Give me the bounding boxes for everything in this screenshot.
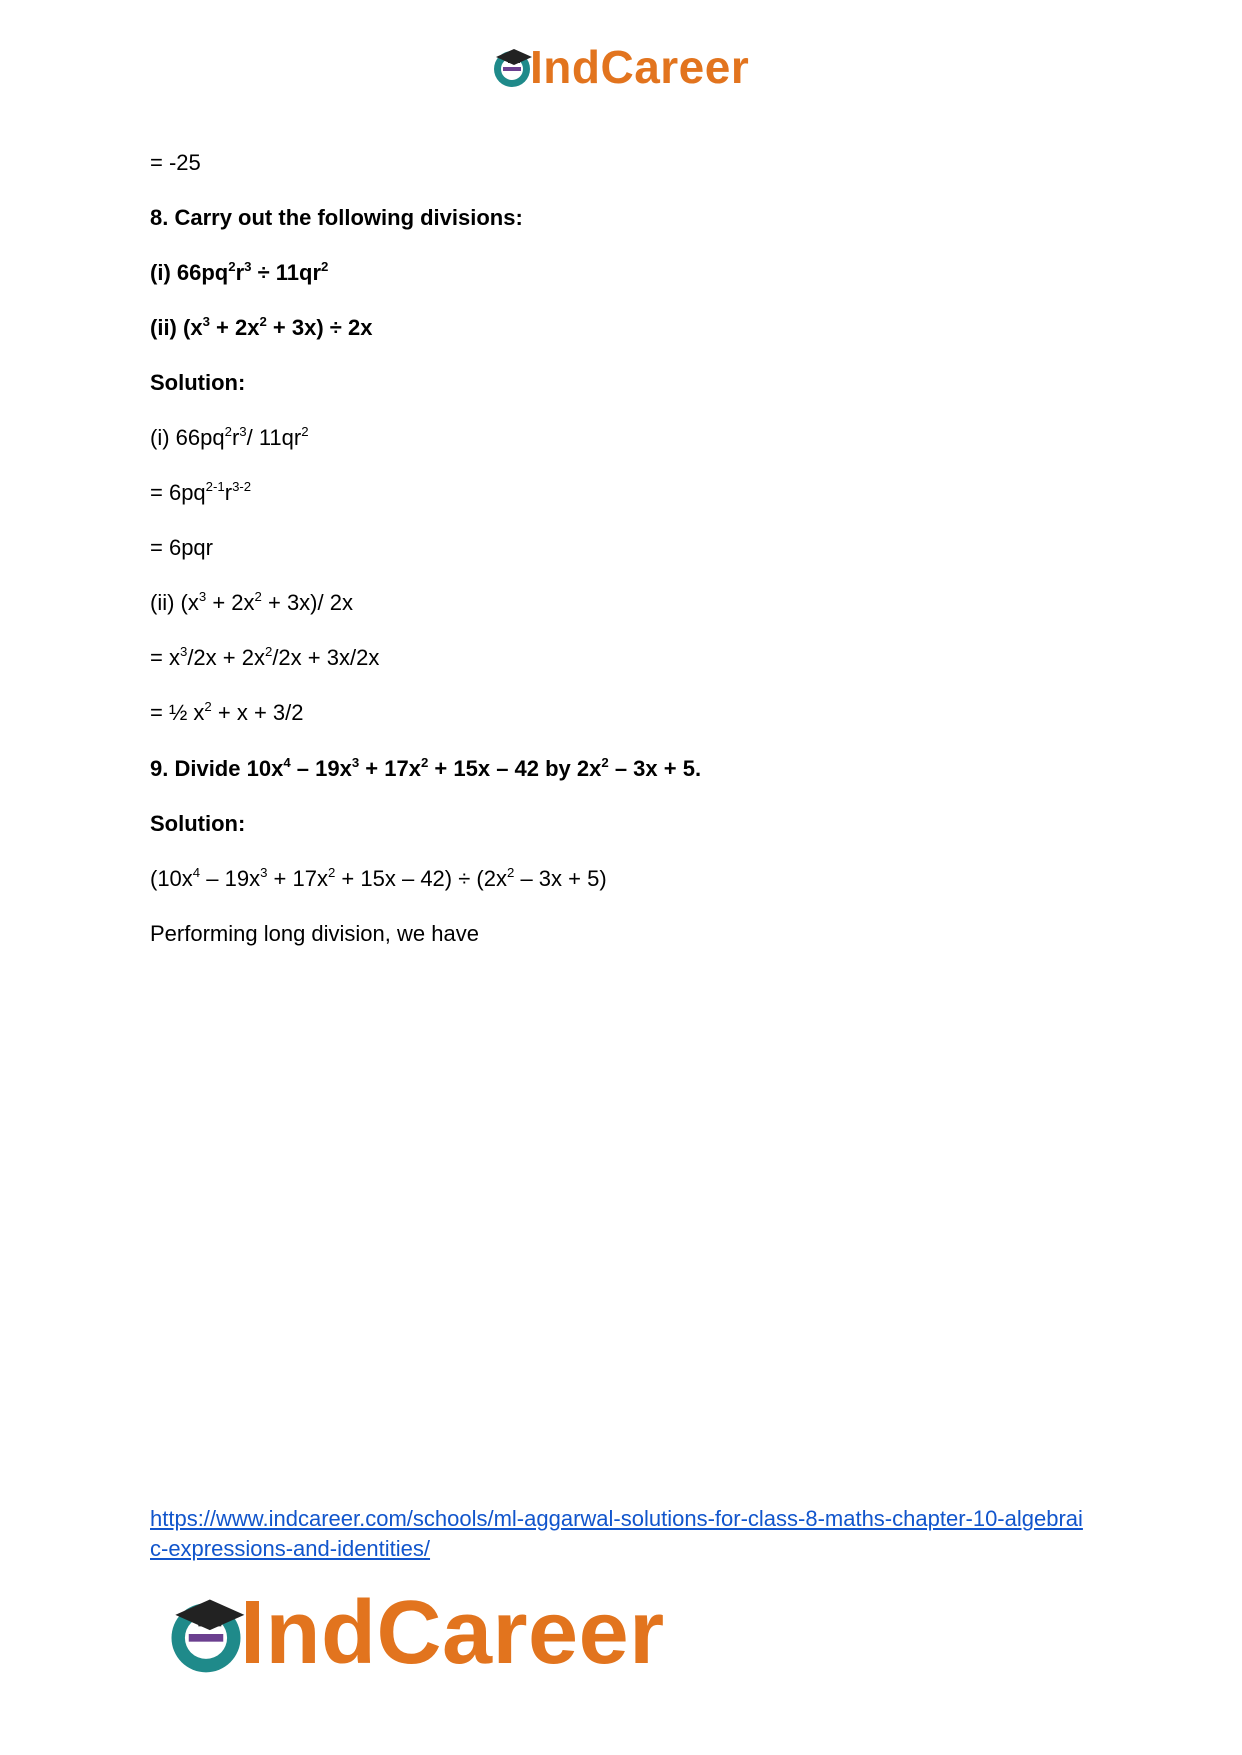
solution-heading: Solution:: [150, 811, 246, 836]
solution-line: = $6pq^{2-1}r^{3-2}$: [150, 478, 252, 505]
question-9-heading: 9. Divide $10x^4 - 19x^3 + 17x^2 + 15x - 42$ by $2x^2 - 3x + 5$.: [150, 754, 702, 781]
question-8-heading: 8. Carry out the following divisions:: [150, 205, 523, 230]
solution-line: (ii) $(x^3 + 2x^2 + 3x)/$ 2x: [150, 588, 353, 615]
solution-line: = ½ $x^2 + x + 3/2$: [150, 698, 304, 725]
solution-line: = $x^3/2x + 2x^2/2x + 3x/2x$: [150, 643, 380, 670]
solution-line: (i) $66pq^2r^3/$ $11qr^2$: [150, 423, 309, 450]
header-logo: [488, 40, 749, 94]
footer-logo: [160, 1582, 665, 1685]
brand-wordmark: IndCareer: [530, 41, 750, 93]
source-url-link[interactable]: https://www.indcareer.com/schools/ml-aggarwal-solutions-for-class-8-maths-chapter-10-algebraic-expressions-and-identities/: [150, 1506, 1083, 1561]
solution-heading: Solution:: [150, 370, 246, 395]
solution-line: = 6pqr: [150, 535, 213, 560]
brand-wordmark: IndCareer: [240, 1583, 665, 1683]
graduation-globe-icon: [488, 43, 536, 91]
question-8-part-i: (i) $66pq^2r^3 \div 11qr^2$: [150, 258, 329, 285]
solution-line: Performing long division, we have: [150, 921, 479, 946]
question-8-part-ii: (ii) $(x^3 + 2x^2 + 3x) \div 2x$: [150, 313, 373, 340]
graduation-globe-icon: [160, 1588, 252, 1680]
solution-line: $(10x^4 - 19x^3 + 17x^2 + 15x - 42) \div (2x^2 - 3x + 5)$: [150, 864, 607, 891]
answer-line: = -25: [150, 150, 201, 175]
